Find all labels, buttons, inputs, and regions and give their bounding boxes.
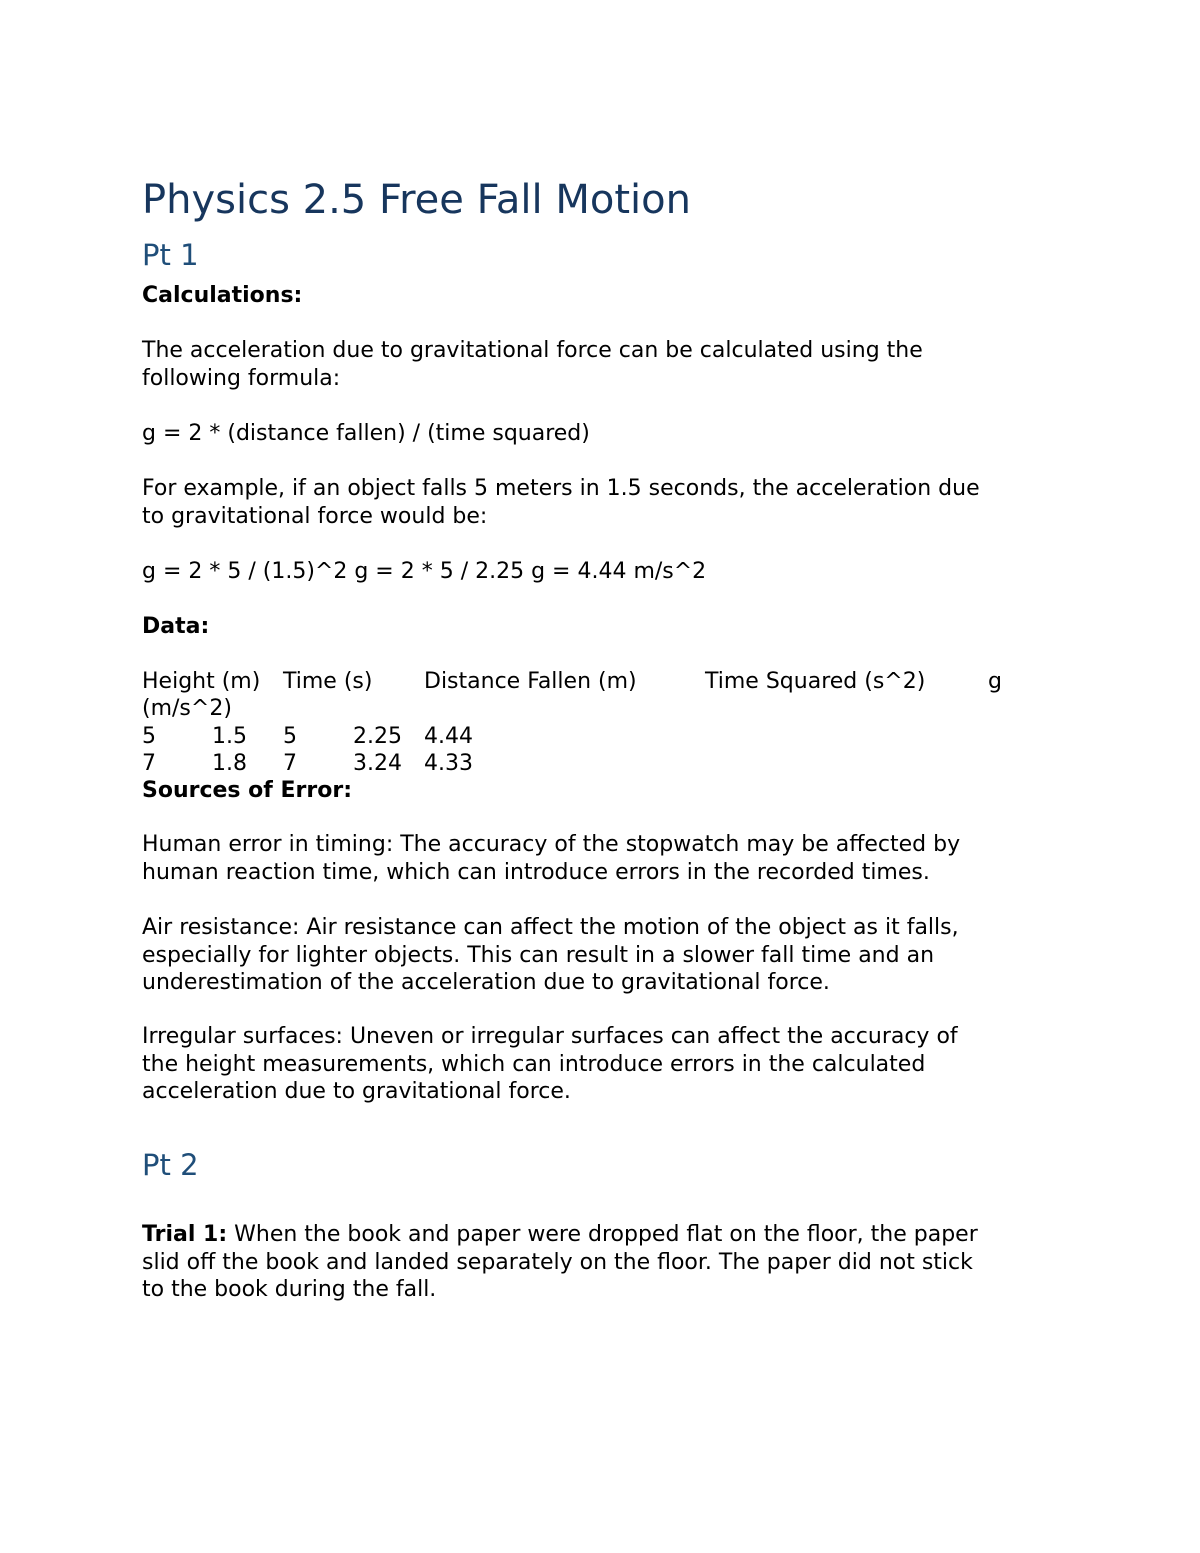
table-header-g: g <box>988 669 1002 694</box>
error-line: underestimation of the acceleration due to gravitational force. <box>142 970 830 995</box>
trial1-line: to the book during the fall. <box>142 1277 437 1302</box>
table-header-distance: Distance Fallen (m) <box>424 669 637 694</box>
trial1-line: slid off the book and landed separately on the floor. The paper did not stick <box>142 1249 973 1275</box>
sources-of-error-label: Sources of Error: <box>142 778 353 803</box>
error-paragraph-surfaces <box>142 1023 958 1106</box>
table-cell: 7 <box>142 751 156 776</box>
error-line: Irregular surfaces: Uneven or irregular surfaces can affect the accuracy of <box>142 1024 958 1049</box>
trial1-line <box>142 1221 978 1249</box>
table-cell: 3.24 <box>353 751 402 776</box>
table-cell: 1.8 <box>212 751 247 776</box>
example-line: For example, if an object falls 5 meters in 1.5 seconds, the acceleration due <box>142 476 980 501</box>
formula-text: g = 2 * (distance fallen) / (time squared) <box>142 421 590 446</box>
error-line: human reaction time, which can introduce errors in the recorded times. <box>142 859 930 885</box>
table-header-time: Time (s) <box>283 669 373 694</box>
error-line: acceleration due to gravitational force. <box>142 1079 571 1104</box>
error-paragraph-air-resistance <box>142 914 959 997</box>
error-line: the height measurements, which can introduce errors in the calculated <box>142 1051 926 1077</box>
trial1-text: When the book and paper were dropped flat on the floor, the paper <box>227 1222 978 1247</box>
example-line: to gravitational force would be: <box>142 503 488 529</box>
section-heading-pt1: Pt 1 <box>142 238 199 272</box>
table-cell: 5 <box>283 724 297 749</box>
example-paragraph <box>142 475 980 530</box>
intro-line: The acceleration due to gravitational force can be calculated using the <box>142 338 923 363</box>
data-label: Data: <box>142 614 210 639</box>
document-title: Physics 2.5 Free Fall Motion <box>142 177 691 223</box>
intro-paragraph <box>142 337 923 392</box>
example-calculation: g = 2 * 5 / (1.5)^2 g = 2 * 5 / 2.25 g = 4.44 m/s^2 <box>142 559 707 584</box>
table-cell: 1.5 <box>212 724 247 749</box>
table-cell: 7 <box>283 751 297 776</box>
calculations-label: Calculations: <box>142 283 303 308</box>
error-paragraph-timing <box>142 831 960 886</box>
error-line: Air resistance: Air resistance can affect the motion of the object as it falls, <box>142 915 959 940</box>
error-line: Human error in timing: The accuracy of the stopwatch may be affected by <box>142 832 961 857</box>
table-header-g-unit: (m/s^2) <box>142 696 232 721</box>
section-heading-pt2: Pt 2 <box>142 1148 199 1182</box>
table-header-height: Height (m) <box>142 669 261 694</box>
intro-line: following formula: <box>142 365 341 391</box>
error-line: especially for lighter objects. This can result in a slower fall time and an <box>142 942 935 968</box>
table-cell: 4.44 <box>424 724 473 749</box>
trial1-label: Trial 1: <box>142 1222 228 1247</box>
table-cell: 2.25 <box>353 724 402 749</box>
table-cell: 5 <box>142 724 156 749</box>
table-header-time-squared: Time Squared (s^2) <box>705 669 926 694</box>
table-cell: 4.33 <box>424 751 473 776</box>
trial1-paragraph <box>142 1221 978 1304</box>
